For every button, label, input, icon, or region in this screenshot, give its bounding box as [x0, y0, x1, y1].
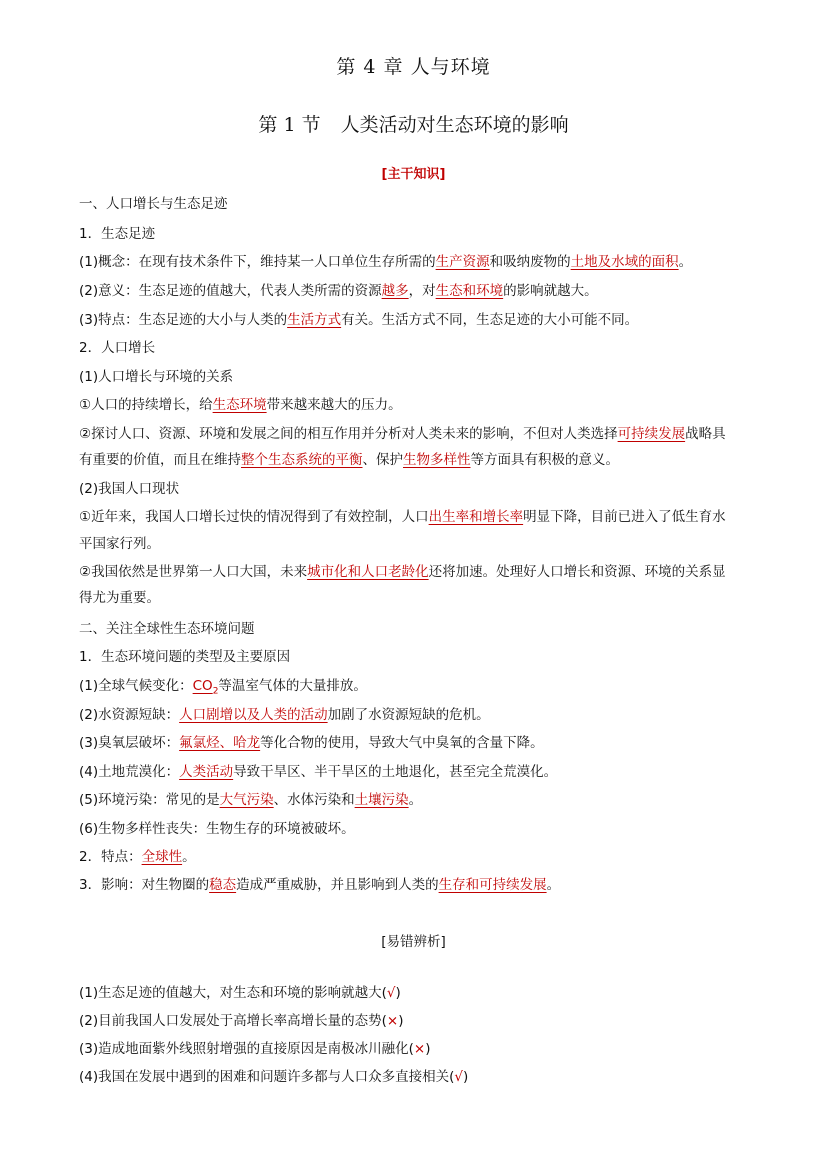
answer-blank: 生活方式: [287, 312, 342, 328]
text-run: 有重要的价值，而且在维持: [79, 452, 241, 468]
answer-blank: 土地及水域的面积: [570, 254, 679, 270]
text-run: ): [425, 1041, 431, 1057]
text-run: (4)我国在发展中遇到的困难和问题许多都与人口众多直接相关(: [79, 1069, 455, 1085]
text-run: (3)臭氧层破坏：: [79, 735, 180, 751]
body-line: [79, 848, 196, 866]
text-run: 战略具: [685, 426, 726, 442]
answer-blank: 生存和可持续发展: [438, 877, 547, 893]
section-title: [0, 110, 827, 137]
answer-blank: 稳态: [209, 877, 237, 893]
text-run: (6)生物多样性丧失：生物生存的环境被破坏。: [79, 821, 355, 837]
body-line: [79, 791, 422, 809]
text-run: (5)环境污染：常见的是: [79, 792, 220, 808]
answer-blank: 人类活动: [179, 764, 234, 780]
body-line: [79, 282, 598, 300]
section-number: 第 1 节: [258, 114, 321, 136]
judge-line: [79, 1012, 403, 1030]
body-line: [79, 563, 726, 581]
body-line: [79, 763, 557, 781]
body-line: [79, 876, 560, 894]
judge-line: [79, 1068, 468, 1086]
body-line: [79, 648, 290, 666]
text-run: 等温室气体的大量排放。: [218, 678, 367, 694]
text-run: ): [395, 985, 401, 1001]
body-line: [79, 253, 692, 271]
text-run: 得尤为重要。: [79, 590, 160, 606]
text-run: 加剧了水资源短缺的危机。: [327, 707, 490, 723]
answer-blank: 大气污染: [219, 792, 274, 808]
text-run: ): [463, 1069, 469, 1085]
body-line: [79, 195, 228, 213]
body-line: [79, 451, 619, 469]
text-run: (1)人口增长与环境的关系: [79, 369, 234, 385]
error-analysis-heading: [易错辨析]: [381, 934, 446, 950]
text-run: 。: [546, 877, 561, 893]
answer-blank: 氟氯烃、哈龙: [179, 735, 261, 751]
body-line: [79, 396, 402, 414]
text-run: 、保护: [362, 452, 403, 468]
answer-blank: 生态环境: [212, 397, 267, 413]
judge-line: [79, 1040, 430, 1058]
text-run: ，对: [408, 283, 436, 299]
body-line: [79, 311, 638, 329]
text-run: (2)意义：生态足迹的值越大，代表人类所需的资源: [79, 283, 382, 299]
text-run: (3)造成地面紫外线照射增强的直接原因是南极冰川融化(: [79, 1041, 414, 1057]
text-run: 带来越来越大的压力。: [266, 397, 402, 413]
text-run: (2)我国人口现状: [79, 481, 180, 497]
text-run: 导致干旱区、半干旱区的土地退化，甚至完全荒漠化。: [233, 764, 558, 780]
text-run: 。: [408, 792, 423, 808]
body-line: [79, 535, 160, 553]
text-run: 有关。生活方式不同，生态足迹的大小可能不同。: [341, 312, 639, 328]
answer-blank: 可持续发展: [617, 426, 686, 442]
text-run: (1)概念：在现有技术条件下，维持某一人口单位生存所需的: [79, 254, 436, 270]
chapter-title: 第 4 章 人与环境: [336, 56, 491, 78]
answer-blank: 生态和环境: [435, 283, 504, 299]
judge-mark: √: [386, 985, 396, 1001]
answer-blank: $CO_2$: [192, 678, 219, 697]
text-run: (1)全球气候变化：: [79, 678, 193, 694]
judge-mark: ×: [386, 1013, 399, 1029]
judge-line: [79, 984, 401, 1002]
answer-blank: 整个生态系统的平衡: [241, 452, 363, 468]
text-run: 和吸纳废物的: [489, 254, 571, 270]
body-line: [79, 734, 544, 752]
body-line: [79, 225, 155, 243]
text-run: (3)特点：生态足迹的大小与人类的: [79, 312, 288, 328]
text-run: 1．生态足迹: [79, 226, 156, 242]
body-line: [79, 425, 726, 443]
text-run: 平国家行列。: [79, 536, 160, 552]
text-run: 等方面具有积极的意义。: [470, 452, 619, 468]
body-line: [79, 589, 160, 607]
text-run: (2)水资源短缺：: [79, 707, 180, 723]
text-run: 明显下降，目前已进入了低生育水: [523, 509, 726, 525]
text-run: ①人口的持续增长，给: [79, 397, 213, 413]
text-run: (2)目前我国人口发展处于高增长率高增长量的态势(: [79, 1013, 387, 1029]
answer-blank: 城市化和人口老龄化: [307, 564, 429, 580]
text-run: ②探讨人口、资源、环境和发展之间的相互作用并分析对人类未来的影响，不但对人类选择: [79, 426, 618, 442]
answer-blank: 生产资源: [435, 254, 490, 270]
text-run: 二、关注全球性生态环境问题: [79, 621, 255, 637]
judge-mark: √: [454, 1069, 463, 1085]
body-line: [79, 339, 155, 357]
text-run: 一、人口增长与生态足迹: [79, 196, 228, 212]
answer-blank: 出生率和增长率: [428, 509, 524, 525]
text-run: ①近年来，我国人口增长过快的情况得到了有效控制，人口: [79, 509, 429, 525]
text-run: (1)生态足迹的值越大，对生态和环境的影响就越大(: [79, 985, 387, 1001]
text-run: 等化合物的使用，导致大气中臭氧的含量下降。: [260, 735, 544, 751]
text-run: 、水体污染和: [273, 792, 355, 808]
answer-blank: 人口剧增以及人类的活动: [179, 707, 328, 723]
text-run: 。: [182, 849, 196, 865]
text-run: (4)土地荒漠化：: [79, 764, 180, 780]
answer-blank: 生物多样性: [403, 452, 471, 468]
text-run: 2．特点：: [79, 849, 142, 865]
text-run: 2．人口增长: [79, 340, 156, 356]
text-run: 还将加速。处理好人口增长和资源、环境的关系显: [428, 564, 726, 580]
key-knowledge-heading: [主干知识]: [381, 167, 446, 182]
section-name: 人类活动对生态环境的影响: [340, 114, 569, 136]
body-line: [79, 480, 179, 498]
text-run: ②我国依然是世界第一人口大国，未来: [79, 564, 308, 580]
body-line: [79, 508, 726, 526]
text-run: 1．生态环境问题的类型及主要原因: [79, 649, 291, 665]
body-line: [79, 368, 233, 386]
text-run: ): [398, 1013, 404, 1029]
text-run: 的影响就越大。: [503, 283, 598, 299]
subscript: 2: [212, 686, 219, 697]
answer-blank: 越多: [381, 283, 409, 299]
body-line: [79, 620, 255, 638]
text-run: 3．影响：对生物圈的: [79, 877, 210, 893]
answer-blank: 土壤污染: [354, 792, 409, 808]
answer-blank: 全球性: [141, 849, 183, 865]
body-line: [79, 677, 367, 701]
text-run: 。: [678, 254, 693, 270]
judge-mark: ×: [413, 1041, 426, 1057]
text-run: 造成严重威胁，并且影响到人类的: [236, 877, 439, 893]
body-line: [79, 706, 490, 724]
body-line: [79, 820, 355, 838]
